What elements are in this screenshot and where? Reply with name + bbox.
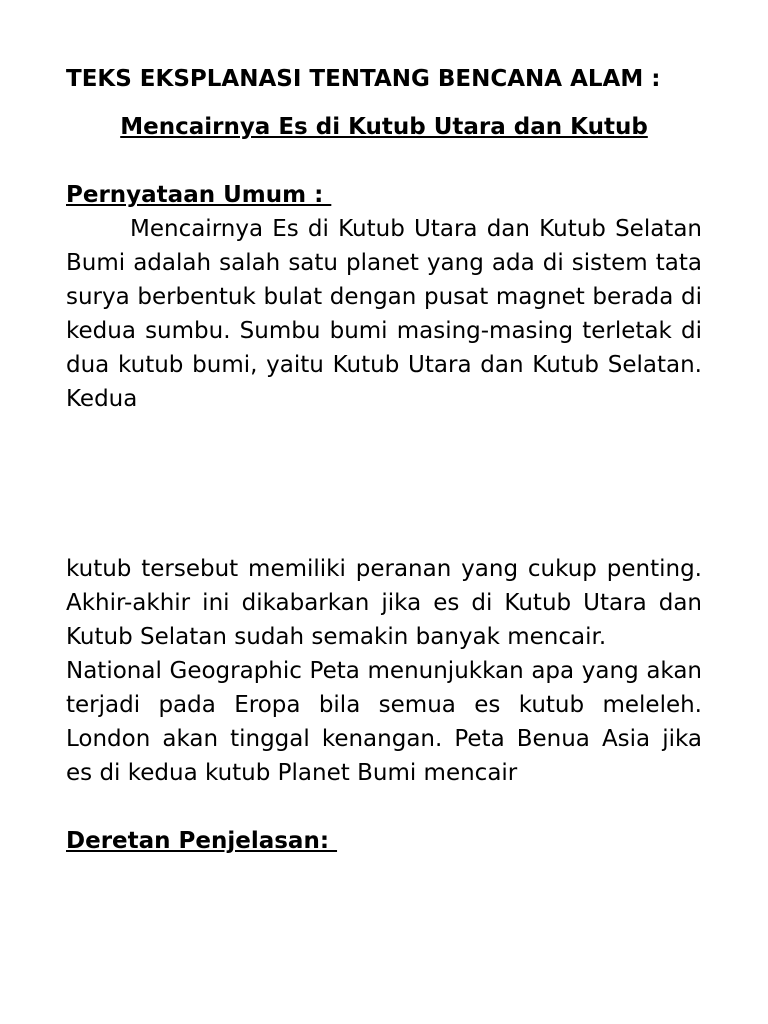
document-page — [66, 62, 702, 858]
section-heading-general-statement: Pernyataan Umum : — [66, 182, 332, 208]
paragraph-national-geographic: National Geographic Peta menunjukkan apa yang akan terjadi pada Eropa bila semua es kutub meleleh. London akan tinggal kenangan. Peta Benua Asia jika es di kedua kutub Planet Bumi mencair — [66, 658, 702, 786]
document-subtitle: Mencairnya Es di Kutub Utara dan Kutub — [120, 114, 648, 140]
section-heading-explanation-sequence: Deretan Penjelasan: — [66, 828, 338, 854]
paragraph-spacer — [66, 790, 702, 824]
paragraph-continuation: kutub tersebut memiliki peranan yang cukup penting. Akhir-akhir ini dikabarkan jika es di Kutub Utara dan Kutub Selatan sudah semakin banyak mencair. — [66, 556, 702, 650]
document-title: TEKS EKSPLANASI TENTANG BENCANA ALAM : — [66, 66, 661, 92]
page-gap — [66, 416, 702, 552]
paragraph-intro: Mencairnya Es di Kutub Utara dan Kutub Selatan Bumi adalah salah satu planet yang ada di sistem tata surya berbentuk bulat dengan pusat magnet berada di kedua sumbu. Sumbu bumi masing-masing terletak di dua kutub bumi, yaitu Kutub Utara dan Kutub Selatan. Kedua — [66, 216, 702, 412]
